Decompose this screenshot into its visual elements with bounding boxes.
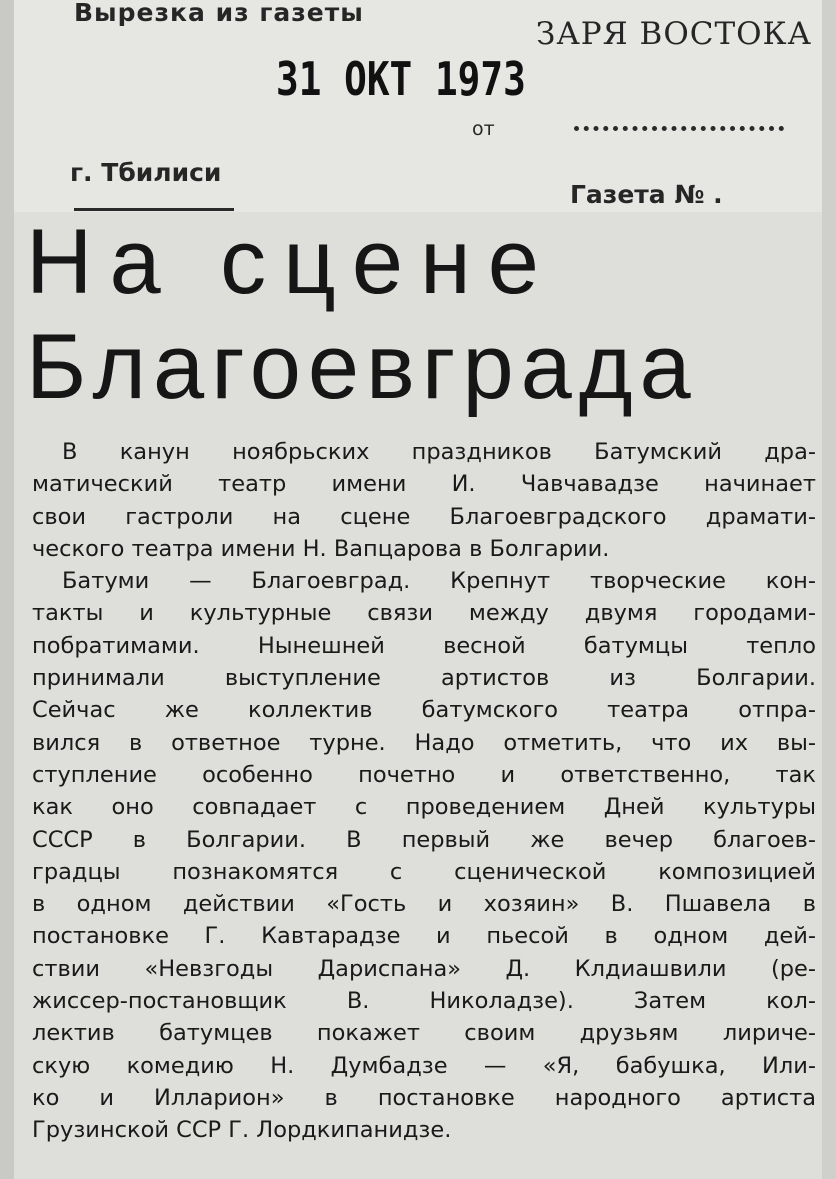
newspaper-name: ЗАРЯ ВОСТОКА xyxy=(536,16,813,52)
body-line: ческого театра имени Н. Вапцарова в Болгарии. xyxy=(32,535,610,562)
body-line: Грузинской ССР Г. Лордкипанидзе. xyxy=(32,1117,452,1144)
body-line: градцы познакомятся с сценической композицией xyxy=(32,858,816,885)
dotted-fill-line xyxy=(574,126,784,131)
body-line: постановке Г. Кавтарадзе и пьесой в одном дей- xyxy=(32,923,816,950)
clipping-label: Вырезка из газеты xyxy=(74,0,364,27)
body-line: как оно совпадает с проведением Дней культуры xyxy=(32,794,816,821)
article xyxy=(14,212,822,1179)
body-line: жиссер-постановщик В. Николадзе). Затем кол- xyxy=(32,988,816,1015)
stamped-date: 31 ОКТ 1973 xyxy=(276,52,526,106)
body-line: ступление особенно почетно и ответственно, так xyxy=(32,761,816,788)
body-line: вился в ответное турне. Надо отметить, что их вы- xyxy=(32,729,816,756)
body-line: побратимами. Нынешней весной батумцы тепло xyxy=(32,632,816,659)
body-line: скую комедию Н. Думбадзе — «Я, бабушка, Или- xyxy=(32,1052,816,1079)
page-edge-left xyxy=(0,0,14,1179)
body-line: лектив батумцев покажет своим друзьям лириче- xyxy=(32,1020,816,1047)
article-headline xyxy=(26,212,698,422)
body-line: В канун ноябрьских праздников Батумский дра- xyxy=(62,439,816,465)
body-line: в одном действии «Гость и хозяин» В. Пшавела в xyxy=(32,891,816,918)
body-line: такты и культурные связи между двумя городами- xyxy=(32,600,816,627)
headline-line-1: На сцене xyxy=(26,211,556,313)
clipping-header-card xyxy=(14,0,822,212)
body-line: матический театр имени И. Чавчавадзе начинает xyxy=(32,471,816,498)
headline-line-2: Благоевграда xyxy=(26,316,698,418)
page-edge-right xyxy=(822,0,836,1179)
body-line: СССР в Болгарии. В первый же вечер благоев- xyxy=(32,826,816,853)
body-line: ко и Илларион» в постановке народного артиста xyxy=(32,1084,816,1111)
body-line: Сейчас же коллектив батумского театра отпра- xyxy=(32,697,816,724)
issue-number-label: Газета № . xyxy=(570,180,723,209)
body-line: Батуми — Благоевград. Крепнут творческие кон- xyxy=(62,568,816,595)
body-line: принимали выступление артистов из Болгарии. xyxy=(32,665,816,692)
article-body xyxy=(32,436,816,1147)
city-label: г. Тбилиси xyxy=(70,158,222,187)
date-prefix: от xyxy=(472,118,495,140)
body-line: ствии «Невзгоды Дариспана» Д. Клдиашвили (ре- xyxy=(32,955,816,982)
body-line: свои гастроли на сцене Благоевградского драмати- xyxy=(32,503,816,530)
